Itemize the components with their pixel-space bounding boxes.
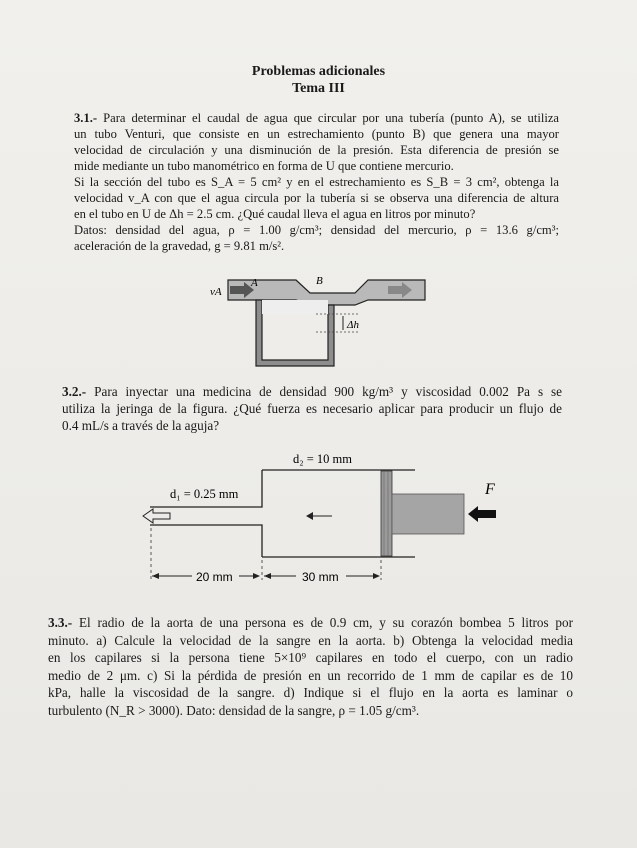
problem-line: turbulento (N_R > 3000). Dato: densidad de la sangre, ρ = 1.05 g/cm³. — [48, 702, 420, 718]
problem-line: Para inyectar una medicina de densidad 900 kg/m³ y viscosidad 0.002 Pa s se — [86, 384, 562, 399]
page-title: Problemas adicionales — [251, 64, 386, 79]
problem-line: en el tubo en U de Δh = 2.5 cm. ¿Qué caudal lleva el agua en litros por minuto? — [74, 207, 476, 221]
force-arrow — [468, 506, 496, 522]
problem-line: minuto. a) Calcule la velocidad de la sangre en la aorta. b) Obtenga la velocidad media — [48, 632, 573, 648]
problem-line: aceleración de la gravedad, g = 9.81 m/s². — [74, 239, 285, 253]
force-label: F — [485, 481, 495, 498]
problem-3-3 — [48, 614, 573, 719]
problem-line: mide mediante un tubo manométrico en forma de U que contiene mercurio. — [74, 159, 454, 173]
problem-line: velocidad v_A con que el agua circula por la tubería si se observa una diferencia de altura — [74, 191, 559, 205]
d1-label: d₁ = 0.25 mm — [170, 487, 239, 501]
length-20-label: 20 mm — [196, 570, 233, 584]
problem-line: en los capilares si la persona tiene 5×10⁹ capilares en todo el cuerpo, con un radio — [48, 650, 573, 665]
point-a-label: A — [251, 277, 258, 289]
point-b-label: B — [316, 275, 323, 287]
problem-line: Si la sección del tubo es S_A = 5 cm² y en el estrechamiento es S_B = 3 cm², obtenga la — [74, 175, 559, 189]
problem-line: medio de 2 μm. c) Si la pérdida de presión en un recorrido de 1 mm de capilar es de 10 — [48, 667, 573, 683]
page-subtitle: Tema III — [292, 81, 345, 96]
delta-h-label: Δh — [347, 319, 359, 331]
problem-line: velocidad de circulación y una disminución de la presión. Esta diferencia de presión se — [74, 143, 559, 157]
d2-label: d₂ = 10 mm — [293, 452, 352, 466]
problem-line: un tubo Venturi, que consiste en un estrechamiento (punto B) que genera una mayor — [74, 127, 559, 141]
problem-line: Para determinar el caudal de agua que circular por una tubería (punto A), se utiliza — [97, 111, 559, 125]
plunger-head — [381, 471, 392, 556]
syringe-outline — [150, 470, 415, 557]
problem-line: kPa, halle la viscosidad de la sangre. d) Indique si el flujo en la aorta es laminar o — [48, 685, 573, 700]
problem-line: El radio de la aorta de una persona es de 0.9 cm, y su corazón bombea 5 litros por — [72, 615, 573, 630]
flow-direction-arrow — [306, 512, 313, 520]
plunger-rod — [392, 494, 464, 534]
problem-number: 3.1.- — [74, 111, 98, 125]
problem-line: utiliza la jeringa de la figura. ¿Qué fuerza es necesario aplicar para producir un flujo de — [62, 401, 562, 416]
problem-line: Datos: densidad del agua, ρ = 1.00 g/cm³; densidad del mercurio, ρ = 13.6 g/cm³; — [74, 223, 559, 237]
problem-line: 0.4 mL/s a través de la aguja? — [62, 418, 220, 433]
length-30-label: 30 mm — [302, 570, 339, 584]
problem-number: 3.3.- — [48, 615, 73, 630]
problem-number: 3.2.- — [62, 384, 87, 399]
velocity-a-label: vA — [210, 286, 222, 298]
